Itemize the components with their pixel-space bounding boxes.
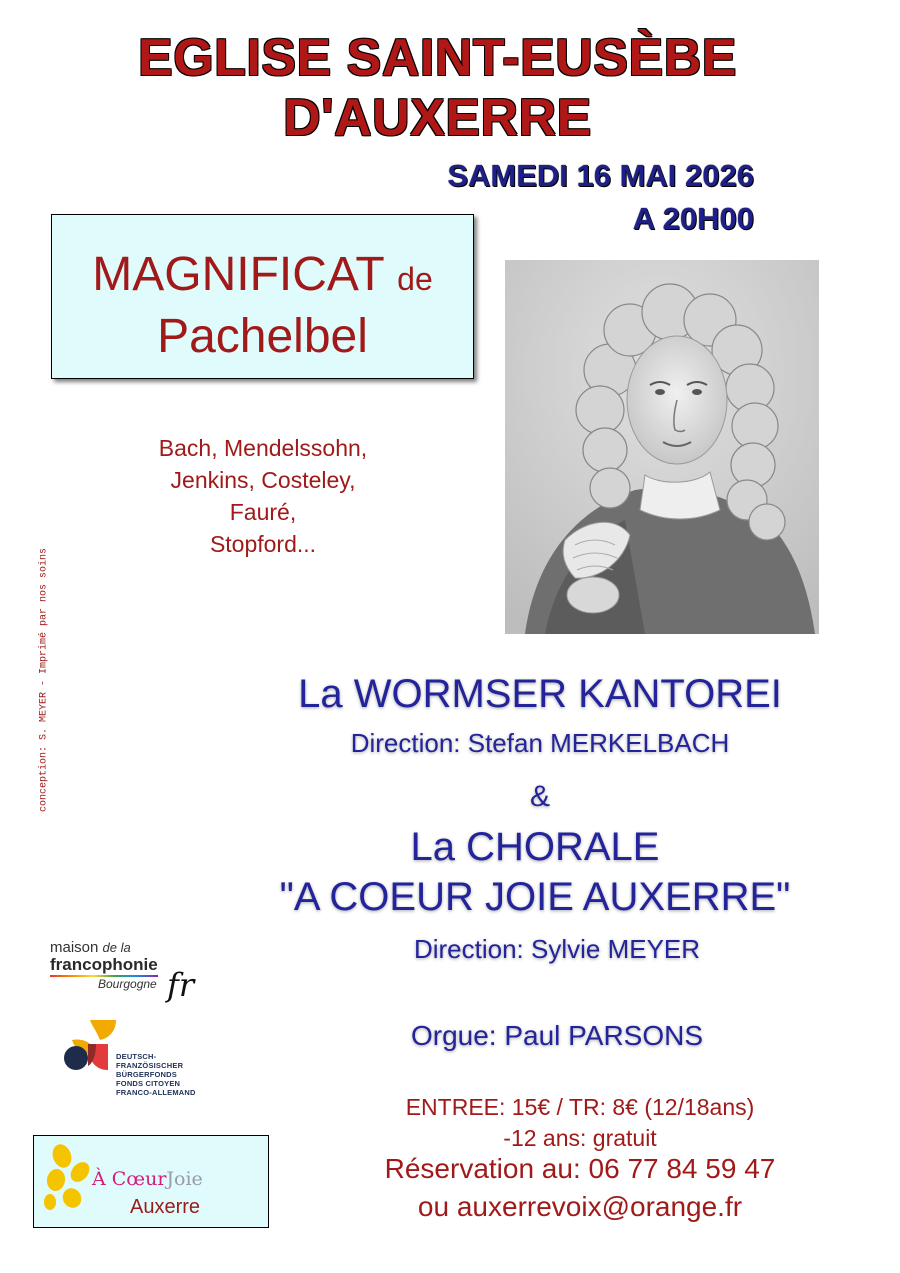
design-credit: conception: S. MEYER - Imprimé par nos soins xyxy=(38,547,50,813)
buergerfonds-logo-text xyxy=(116,1052,196,1097)
event-time: A 20H00 xyxy=(632,201,754,236)
francophonie-logo xyxy=(50,939,200,1004)
choir-2-name-line-2: "A COEUR JOIE AUXERRE" xyxy=(279,875,791,919)
reservation-phone: Réservation au: 06 77 84 59 47 xyxy=(384,1153,776,1184)
acj-petals-icon xyxy=(42,1142,92,1212)
work-title-line xyxy=(52,249,473,305)
portrait-engraving xyxy=(505,260,819,634)
composers-line: Jenkins, Costeley, xyxy=(170,467,356,493)
dfb-line: DEUTSCH- xyxy=(116,1052,157,1061)
dfb-line: FRANCO-ALLEMAND xyxy=(116,1088,196,1097)
work-title-box xyxy=(51,214,474,379)
work-composer: Pachelbel xyxy=(157,310,368,363)
organist: Orgue: Paul PARSONS xyxy=(410,1020,704,1051)
work-connector: de xyxy=(397,261,433,297)
mdf-line-1 xyxy=(50,940,200,956)
acj-city: Auxerre xyxy=(130,1196,201,1218)
work-title: MAGNIFICAT xyxy=(92,248,384,301)
mdf-word-maison: maison xyxy=(50,939,99,956)
acj-logo-box xyxy=(33,1135,269,1228)
mdf-line-3: Bourgogne xyxy=(98,977,157,991)
dfb-line: BÜRGERFONDS xyxy=(116,1070,177,1079)
venue-line-1: EGLISE SAINT-EUSÈBE xyxy=(138,29,737,87)
ampersand: & xyxy=(529,780,550,813)
acj-name xyxy=(92,1168,203,1190)
mdf-line-2: francophonie xyxy=(50,955,158,974)
venue-line-2: D'AUXERRE xyxy=(283,89,592,147)
mdf-word-de-la: de la xyxy=(102,940,131,955)
dfb-line: FRANZÖSISCHER xyxy=(116,1061,184,1070)
choir-1-name: La WORMSER KANTOREI xyxy=(298,672,782,716)
ticket-kids: -12 ans: gratuit xyxy=(503,1125,657,1151)
portrait-image xyxy=(505,260,819,634)
reservation-email: ou auxerrevoix@orange.fr xyxy=(417,1191,743,1222)
composers-line: Bach, Mendelssohn, xyxy=(158,435,368,461)
dfb-line: FONDS CITOYEN xyxy=(116,1079,181,1088)
choir-1-direction: Direction: Stefan MERKELBACH xyxy=(350,728,730,758)
acj-name-part-2: Joie xyxy=(166,1168,203,1190)
ticket-price: ENTREE: 15€ / TR: 8€ (12/18ans) xyxy=(405,1094,755,1120)
composers-line: Fauré, xyxy=(229,499,297,525)
composers-list xyxy=(118,432,408,560)
choir-2-name-line-1: La CHORALE xyxy=(410,825,660,869)
choir-2-direction: Direction: Sylvie MEYER xyxy=(413,934,701,964)
buergerfonds-logo-icon xyxy=(62,1016,120,1074)
acj-name-part-1: À Cœur xyxy=(92,1168,167,1190)
composers-line: Stopford... xyxy=(209,531,317,557)
event-date: SAMEDI 16 MAI 2026 xyxy=(447,158,754,193)
mdf-fr-mark: fr xyxy=(167,966,195,1004)
